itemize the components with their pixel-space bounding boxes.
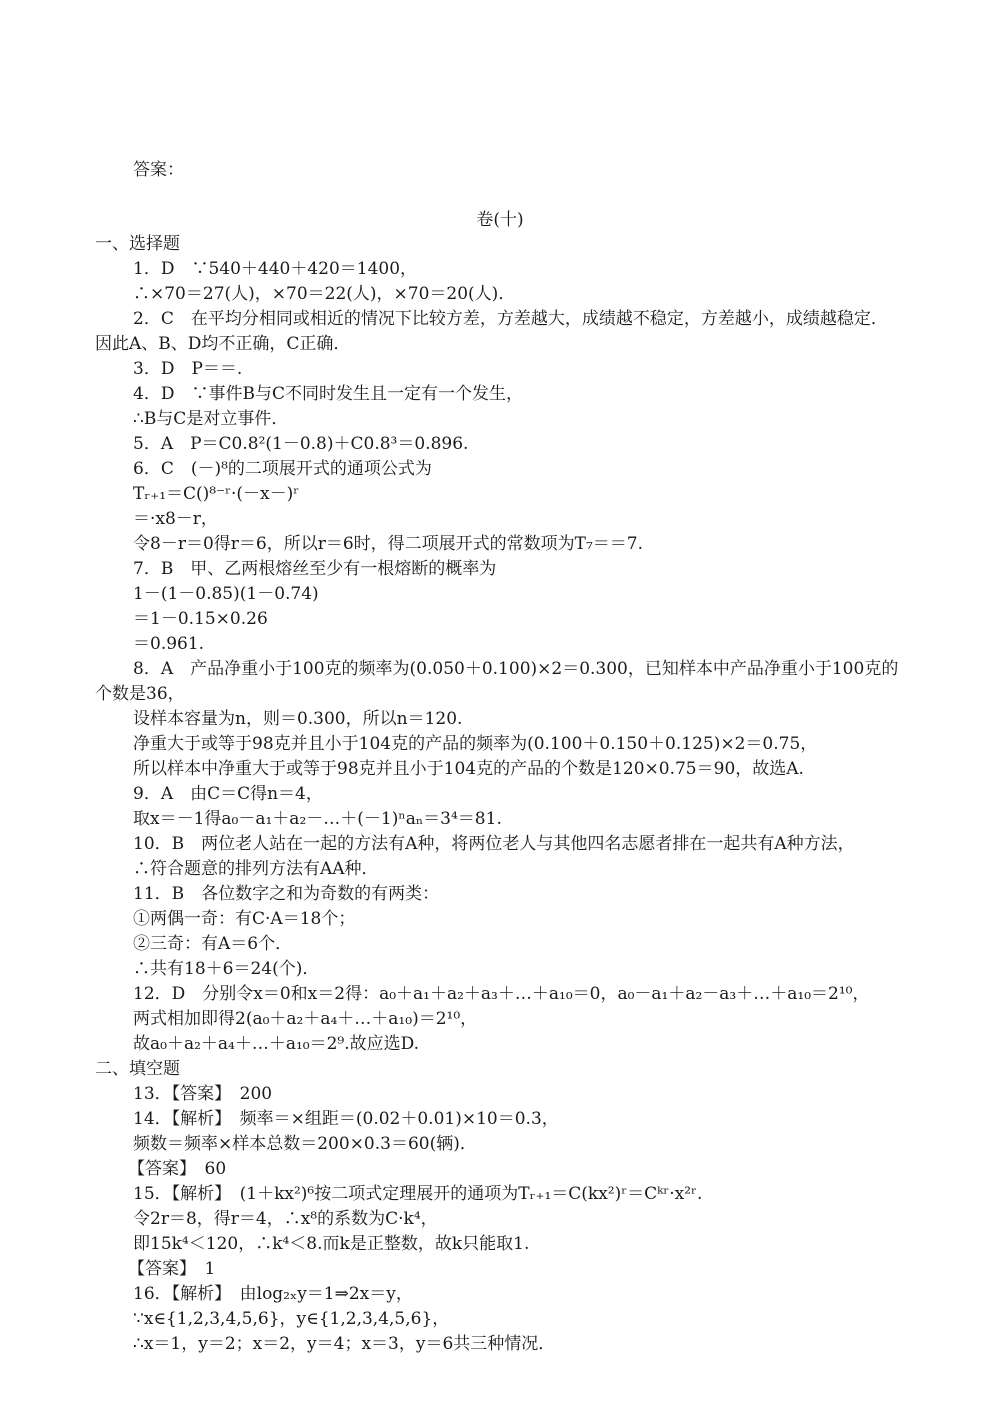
answer-line: 令2r＝8，得r＝4，∴x⁸的系数为C·k⁴， <box>133 1209 438 1229</box>
answer-line: ∴B与C是对立事件． <box>133 409 289 429</box>
answer-line: ＝0.961. <box>133 634 205 654</box>
answer-line: 设样本容量为n，则＝0.300，所以n＝120. <box>133 709 463 729</box>
answer-line: 1－(1－0.85)(1－0.74) <box>133 584 319 604</box>
answer-line: 1．D ∵540＋440＋420＝1400， <box>133 259 418 279</box>
answer-line: 即15k⁴＜120，∴k⁴＜8.而k是正整数，故k只能取1. <box>133 1234 530 1254</box>
answer-line: 个数是36， <box>95 684 185 704</box>
answer-line: 故a₀＋a₂＋a₄＋…＋a₁₀＝2⁹.故应选D. <box>133 1034 420 1054</box>
answer-line: Tᵣ₊₁＝C()⁸⁻ʳ·(－x－)ʳ <box>133 484 300 504</box>
answer-line: ∴×70＝27(人)，×70＝22(人)，×70＝20(人)． <box>133 284 516 304</box>
answer-line: 频数＝频率×样本总数＝200×0.3＝60(辆)． <box>133 1134 477 1154</box>
answer-line: 2．C 在平均分相同或相近的情况下比较方差，方差越大，成绩越不稳定，方差越小，成绩越稳定． <box>133 309 888 329</box>
answer-line: 10．B 两位老人站在一起的方法有A种，将两位老人与其他四名志愿者排在一起共有A种方法， <box>133 834 855 854</box>
answer-line: 4．D ∵事件B与C不同时发生且一定有一个发生， <box>133 384 523 404</box>
answer-line: ∴共有18＋6＝24(个)． <box>133 959 320 979</box>
answer-line: 15．【解析】 (1＋kx²)⁶按二项式定理展开的通项为Tᵣ₊₁＝C(kx²)ʳ＝Cᵏʳ·x²ʳ. <box>133 1184 703 1204</box>
answer-line: ②三奇：有A＝6个． <box>133 934 293 954</box>
section-heading-choice: 一、选择题 <box>95 234 180 254</box>
answer-line: 【答案】 60 <box>128 1159 227 1179</box>
answer-line: 7．B 甲、乙两根熔丝至少有一根熔断的概率为 <box>133 559 497 579</box>
answer-line: 12．D 分别令x＝0和x＝2得：a₀＋a₁＋a₂＋a₃＋…＋a₁₀＝0，a₀－a₁＋a₂－a₃＋…＋a₁₀＝2¹⁰， <box>133 984 870 1004</box>
answer-line: ＝1－0.15×0.26 <box>133 609 268 629</box>
answer-line: 所以样本中净重大于或等于98克并且小于104克的产品的个数是120×0.75＝90，故选A. <box>133 759 804 779</box>
answer-line: ∵x∈{1,2,3,4,5,6}，y∈{1,2,3,4,5,6}， <box>133 1309 450 1329</box>
answer-line: 16．【解析】 由log₂ₓy＝1⇒2x＝y， <box>133 1284 413 1304</box>
answer-line: 令8－r＝0得r＝6，所以r＝6时，得二项展开式的常数项为T₇＝＝7. <box>133 534 644 554</box>
answer-line: 3．D P＝＝. <box>133 359 243 379</box>
answer-line: 两式相加即得2(a₀＋a₂＋a₄＋…＋a₁₀)＝2¹⁰， <box>133 1009 478 1029</box>
answer-line: 取x＝－1得a₀－a₁＋a₂－…＋(－1)ⁿaₙ＝3⁴＝81. <box>133 809 502 829</box>
answer-line: ①两偶一奇：有C·A＝18个； <box>133 909 356 929</box>
answer-line: 13．【答案】 200 <box>133 1084 273 1104</box>
answer-line: 8．A 产品净重小于100克的频率为(0.050＋0.100)×2＝0.300，已知样本中产品净重小于100克的 <box>133 659 899 679</box>
answer-header: 答案： <box>133 160 184 180</box>
answer-line: 净重大于或等于98克并且小于104克的产品的频率为(0.100＋0.150＋0.125)×2＝0.75， <box>133 734 818 754</box>
answer-line: 9．A 由C＝C得n＝4， <box>133 784 323 804</box>
answer-line: 6．C (－)⁸的二项展开式的通项公式为 <box>133 459 432 479</box>
answer-line: 5．A P＝C0.8²(1－0.8)＋C0.8³＝0.896. <box>133 434 469 454</box>
answer-line: 11．B 各位数字之和为奇数的有两类： <box>133 884 440 904</box>
answer-line: ＝·x8－r， <box>133 509 218 529</box>
answer-line: ∴符合题意的排列方法有AA种． <box>133 859 379 879</box>
answer-line: 14．【解析】 频率＝×组距＝(0.02＋0.01)×10＝0.3， <box>133 1109 559 1129</box>
section-title: 卷(十) <box>476 210 524 230</box>
answer-line: 因此A、B、D均不正确，C正确． <box>95 334 351 354</box>
answer-line: ∴x＝1，y＝2；x＝2，y＝4；x＝3，y＝6共三种情况． <box>133 1334 556 1354</box>
section-heading-fill: 二、填空题 <box>95 1059 180 1079</box>
answer-line: 【答案】 1 <box>128 1259 216 1279</box>
